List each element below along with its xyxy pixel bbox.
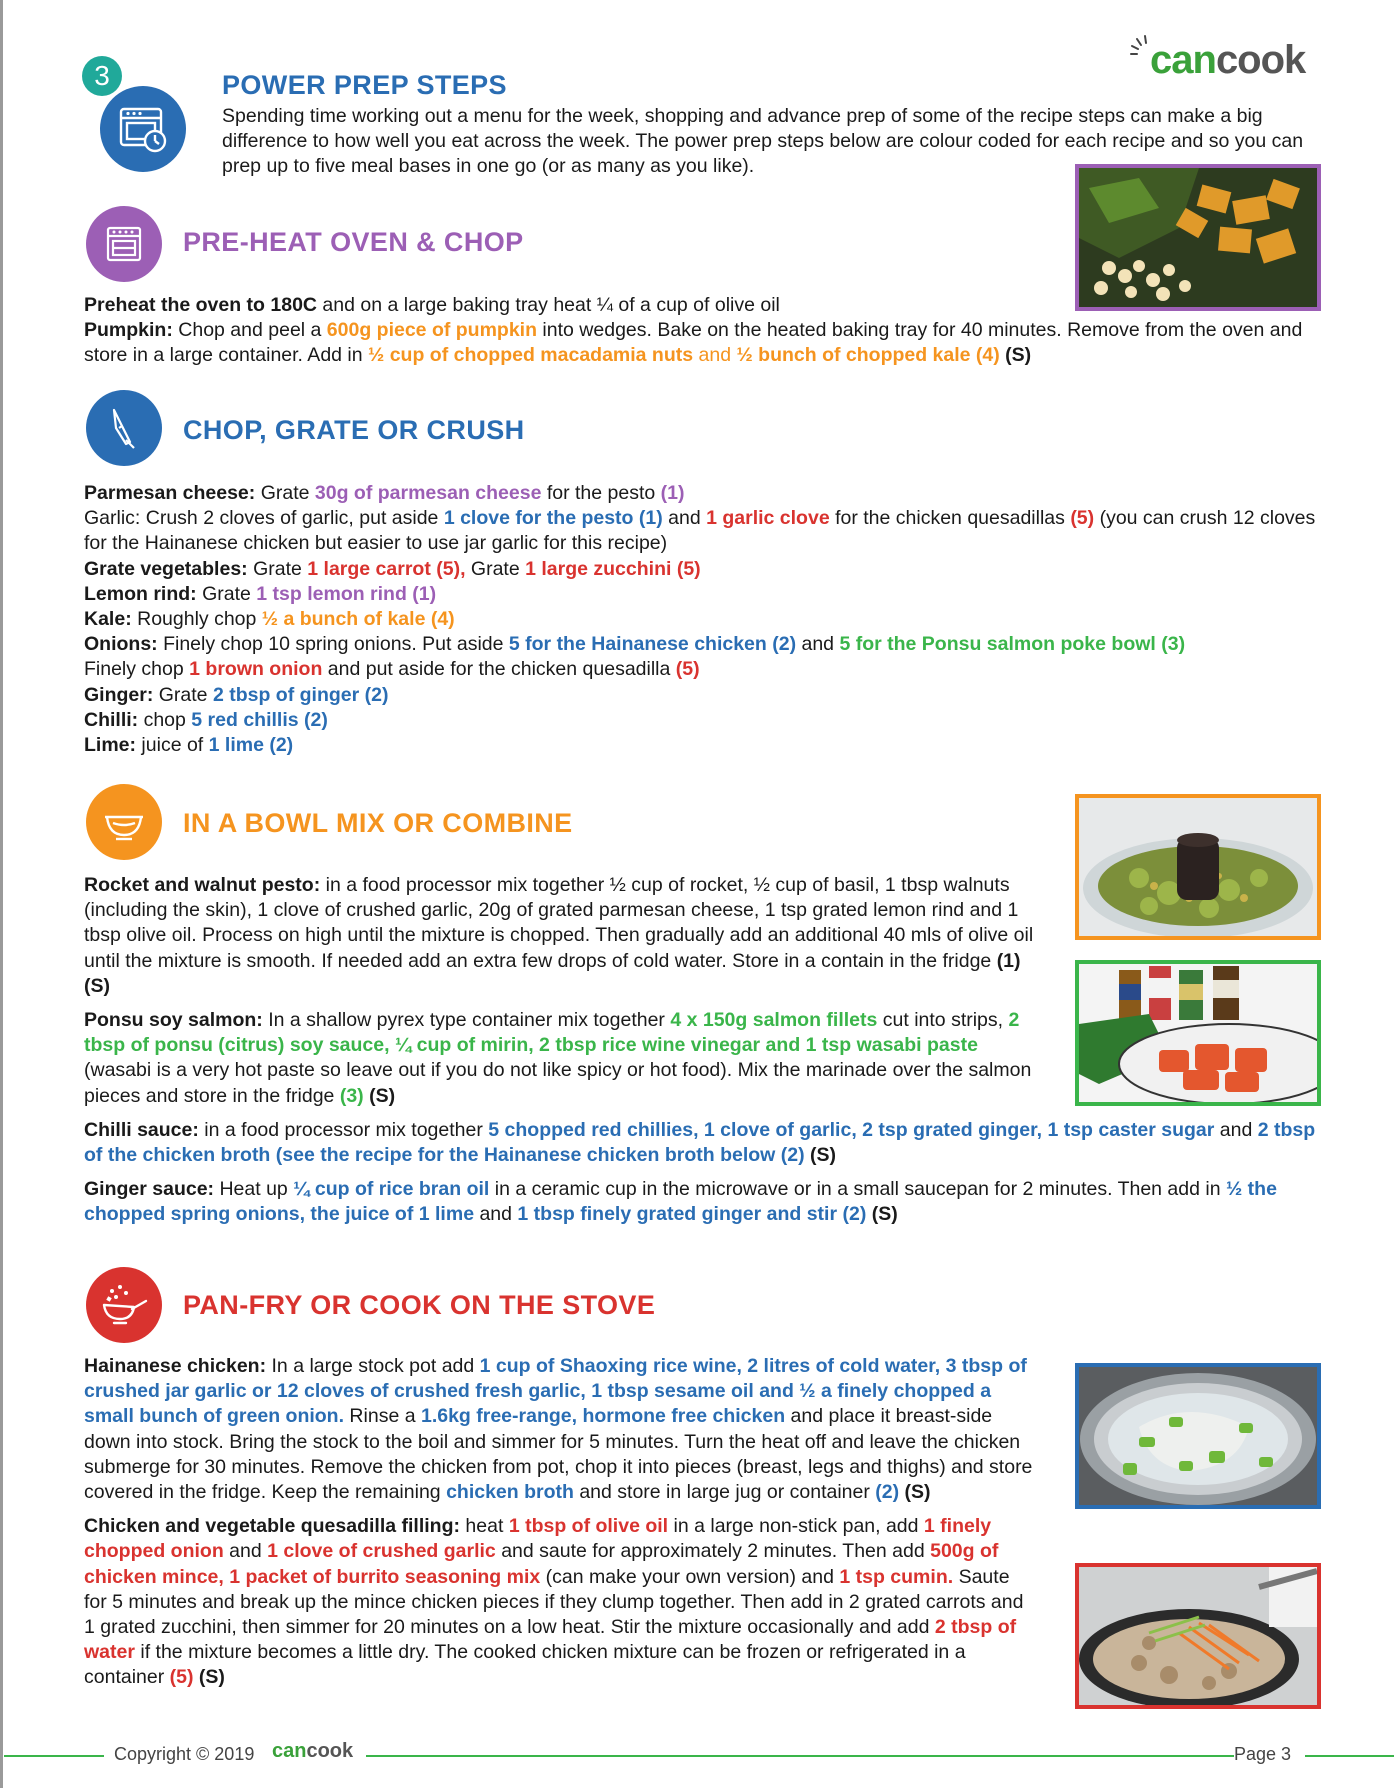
section-title-preheat: PRE-HEAT OVEN & CHOP xyxy=(183,227,524,257)
quesadilla-filling-photo xyxy=(1075,1563,1321,1709)
wok-section-icon xyxy=(86,1267,162,1343)
copyright-text: Copyright © 2019 xyxy=(114,1744,255,1764)
page-left-border xyxy=(0,0,3,1788)
intro-paragraph: Spending time working out a menu for the week, shopping and advance prep of some of the recipe steps can make a big difference to how well you eat across the week. The power prep steps below are colour coded for each recipe and so you can prep up to five meal bases in one go (or as many as you like). xyxy=(222,105,1304,177)
preheat-step: Preheat the oven to 180C and on a large baking tray heat ¼ of a cup of olive oil xyxy=(84,294,780,316)
grate-vegetables-step: Grate vegetables: Grate 1 large carrot (5), Grate 1 large zucchini (5) xyxy=(84,557,701,580)
cancook-logo xyxy=(1126,26,1326,82)
bowl-section-body xyxy=(84,873,1334,1228)
preheat-section-body xyxy=(84,293,1314,369)
stove-section-body xyxy=(84,1354,1034,1691)
footer-logo: cancook xyxy=(272,1740,354,1762)
pesto-step: Rocket and walnut pesto: in a food processor mix together ½ cup of rocket, ½ cup of basil, 1 tbsp walnuts (including the skin), 1 clove of crushed garlic, 20g of grated parmesan cheese, 1 tsp grated lemon rind and 1 tbsp olive oil. Process on high until the mixture is chopped. Then gradually add an additional 40 mls of olive oil until the mixture is smooth. If needed add an extra few drops of cold water. Store in a contain in the fridge (1) (S) xyxy=(84,874,1034,997)
chop-section-body xyxy=(84,481,1334,758)
chicken-photo xyxy=(1075,1363,1321,1509)
section-title-bowl: IN A BOWL MIX OR COMBINE xyxy=(183,808,573,838)
logo-cook: cook xyxy=(1215,38,1306,82)
parmesan-step: Parmesan cheese: Grate 30g of parmesan cheese for the pesto (1) xyxy=(84,482,685,504)
oven-timer-icon xyxy=(113,99,173,159)
pumpkin-photo xyxy=(1075,164,1321,311)
oven-icon xyxy=(100,220,148,268)
logo-wordmark xyxy=(1150,38,1305,83)
oven-section-icon xyxy=(86,206,162,282)
step-number-badge: 3 xyxy=(82,56,122,96)
section-title-chop: CHOP, GRATE OR CRUSH xyxy=(183,415,525,445)
ginger-sauce-step: Ginger sauce: Heat up ¼ cup of rice bran oil in a ceramic cup in the microwave or in a small saucepan for 2 minutes. Then add in ½ the chopped spring onions, the juice of 1 lime and 1 tbsp finely grated ginger and stir (2) (S) xyxy=(84,1178,1277,1226)
power-prep-icon xyxy=(100,86,186,172)
footer-rule-left xyxy=(4,1755,104,1757)
bowl-icon xyxy=(99,797,149,847)
knife-icon xyxy=(100,404,148,452)
salmon-step: Ponsu soy salmon: In a shallow pyrex type container mix together 4 x 150g salmon fillets cut into strips, 2 tbsp of ponsu (citrus) soy sauce, ¼ cup of mirin, 2 tbsp rice wine vinegar and 1 tsp wasabi paste (wasabi is a very hot paste so leave out if you do not like spicy or hot food). Mix the marinade over the salmon pieces and store in the fridge (3) (S) xyxy=(84,1009,1032,1107)
ginger-step: Ginger: Grate 2 tbsp of ginger (2) xyxy=(84,683,389,706)
page-title: POWER PREP STEPS xyxy=(222,70,507,100)
knife-section-icon xyxy=(86,390,162,466)
footer-rule-middle xyxy=(366,1755,1234,1757)
footer-rule-right xyxy=(1305,1755,1394,1757)
wok-icon xyxy=(98,1279,150,1331)
page-number: Page 3 xyxy=(1234,1744,1292,1764)
kale-step: Kale: Roughly chop ½ a bunch of kale (4) xyxy=(84,608,455,631)
logo-can: can xyxy=(1150,38,1216,82)
onions-step: Onions: Finely chop 10 spring onions. Put aside 5 for the Hainanese chicken (2) and 5 for the Ponsu salmon poke bowl (3) xyxy=(84,633,1186,656)
lemon-rind-step: Lemon rind: Grate 1 tsp lemon rind (1) xyxy=(84,582,437,605)
brown-onion-step: Finely chop 1 brown onion and put aside for the chicken quesadilla (5) xyxy=(84,658,700,681)
hainanese-chicken-step: Hainanese chicken: In a large stock pot add 1 cup of Shaoxing rice wine, 2 litres of cold water, 3 tbsp of crushed jar garlic or 12 cloves of crushed fresh garlic, 1 tbsp sesame oil and ½ a finely chopped a small bunch of green onion. Rinse a 1.6kg free-range, hormone free chicken and place it breast-side down into stock. Bring the stock to the boil and simmer for 5 minutes. Turn the heat off and leave the chicken submerge for 30 minutes. Remove the chicken from pot, chop it into pieces (breast, legs and thighs) and store covered in the fridge. Keep the remaining chicken broth and store in large jug or container (2) (S) xyxy=(84,1355,1033,1504)
chilli-step: Chilli: chop 5 red chillis (2) xyxy=(84,708,328,731)
section-title-stove: PAN-FRY OR COOK ON THE STOVE xyxy=(183,1290,656,1320)
garlic-step: Garlic: Crush 2 cloves of garlic, put aside 1 clove for the pesto (1) and 1 garlic clove for the chicken quesadillas (5) (you can crush 12 cloves for the Hainanese chicken but easier to use jar garlic for this recipe) xyxy=(84,507,1316,555)
pumpkin-step: Pumpkin: Chop and peel a 600g piece of pumpkin into wedges. Bake on the heated baking tray for 40 minutes. Remove from the oven and store in a large container. Add in ½ cup of chopped macadamia nuts and ½ bunch of chopped kale (4) (S) xyxy=(84,319,1303,367)
bowl-section-icon xyxy=(86,784,162,860)
quesadilla-filling-step: Chicken and vegetable quesadilla filling: heat 1 tbsp of olive oil in a large non-stick pan, add 1 finely chopped onion and 1 clove of crushed garlic and saute for approximately 2 minutes. Then add 500g of chicken mince, 1 packet of burrito seasoning mix (can make your own version) and 1 tsp cumin. Saute for 5 minutes and break up the mince chicken pieces if they clump together. Then add in 2 grated carrots and 1 grated zucchini, then simmer for 20 minutes on a low heat. Stir the mixture occasionally and add 2 tbsp of water if the mixture becomes a little dry. The cooked chicken mixture can be frozen or refrigerated in a container (5) (S) xyxy=(84,1515,1024,1689)
chilli-sauce-step: Chilli sauce: in a food processor mix together 5 chopped red chillies, 1 clove of garlic, 2 tsp grated ginger, 1 tsp caster sugar and 2 tbsp of the chicken broth (see the recipe for the Hainanese chicken broth below (2) (S) xyxy=(84,1118,1316,1167)
lime-step: Lime: juice of 1 lime (2) xyxy=(84,734,294,757)
